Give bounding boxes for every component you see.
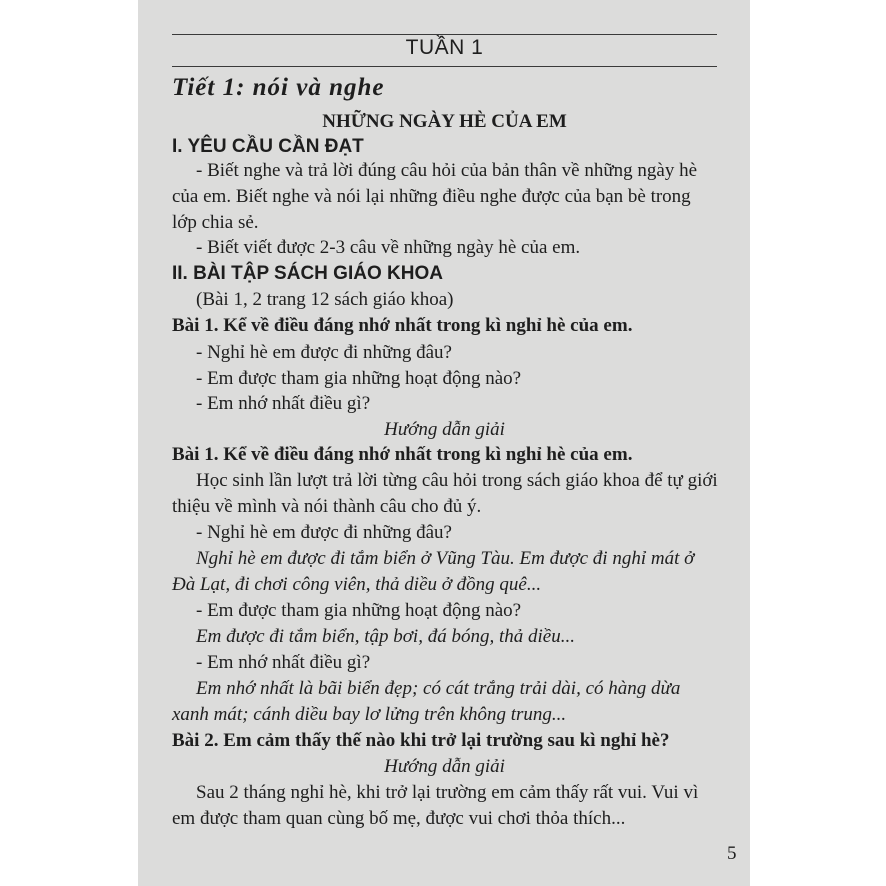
header-rule-top	[172, 34, 717, 35]
answer-3-line: xanh mát; cánh diều bay lơ lửng trên không trung...	[172, 704, 567, 725]
answer-3-line: Em nhớ nhất là bãi biển đẹp; có cát trắng trải dài, có hàng dừa	[196, 678, 681, 699]
guide-label: Hướng dẫn giải	[384, 419, 505, 440]
question-3: - Em nhớ nhất điều gì?	[196, 652, 371, 673]
exercise-reference: (Bài 1, 2 trang 12 sách giáo khoa)	[196, 289, 454, 310]
bai1-intro-line: thiệu về mình và nói thành câu cho đủ ý.	[172, 496, 482, 517]
answer-1-line: Nghỉ hè em được đi tắm biển ở Vũng Tàu. Em được đi nghỉ mát ở	[196, 548, 695, 569]
bai1-question: - Nghỉ hè em được đi những đâu?	[196, 342, 452, 363]
requirements-heading: I. YÊU CẦU CẦN ĐẠT	[172, 136, 364, 157]
page-number: 5	[727, 843, 737, 864]
answer-2: Em được đi tắm biển, tập bơi, đá bóng, thả diều...	[196, 626, 575, 647]
bai1-question: - Em nhớ nhất điều gì?	[196, 393, 371, 414]
lesson-title: Tiết 1: nói và nghe	[172, 74, 385, 101]
week-header: TUẦN 1	[405, 36, 484, 59]
bai1-intro-line: Học sinh lần lượt trả lời từng câu hỏi trong sách giáo khoa để tự giới	[196, 470, 718, 491]
question-2: - Em được tham gia những hoạt động nào?	[196, 600, 522, 621]
question-1: - Nghỉ hè em được đi những đâu?	[196, 522, 452, 543]
bai2-title: Bài 2. Em cảm thấy thế nào khi trở lại trường sau kì nghỉ hè?	[172, 730, 670, 751]
header-rule-bottom	[172, 66, 717, 67]
bai2-answer-line: em được tham quan cùng bố mẹ, được vui chơi thỏa thích...	[172, 808, 626, 829]
requirement-line: - Biết viết được 2-3 câu về những ngày hè của em.	[196, 237, 581, 258]
bai1-title-repeat: Bài 1. Kể về điều đáng nhớ nhất trong kì nghỉ hè của em.	[172, 444, 633, 465]
requirement-line: của em. Biết nghe và nói lại những điều nghe được của bạn bè trong	[172, 186, 691, 207]
guide-label-2: Hướng dẫn giải	[384, 756, 505, 777]
requirement-line: - Biết nghe và trả lời đúng câu hỏi của bản thân về những ngày hè	[196, 160, 698, 181]
bai1-question: - Em được tham gia những hoạt động nào?	[196, 368, 522, 389]
section-title: NHỮNG NGÀY HÈ CỦA EM	[322, 111, 567, 132]
answer-1-line: Đà Lạt, đi chơi công viên, thả diều ở đồng quê...	[172, 574, 542, 595]
exercises-heading: II. BÀI TẬP SÁCH GIÁO KHOA	[172, 263, 443, 284]
bai1-title: Bài 1. Kể về điều đáng nhớ nhất trong kì nghỉ hè của em.	[172, 315, 633, 336]
requirement-line: lớp chia sẻ.	[172, 212, 259, 233]
bai2-answer-line: Sau 2 tháng nghỉ hè, khi trở lại trường em cảm thấy rất vui. Vui vì	[196, 782, 699, 803]
